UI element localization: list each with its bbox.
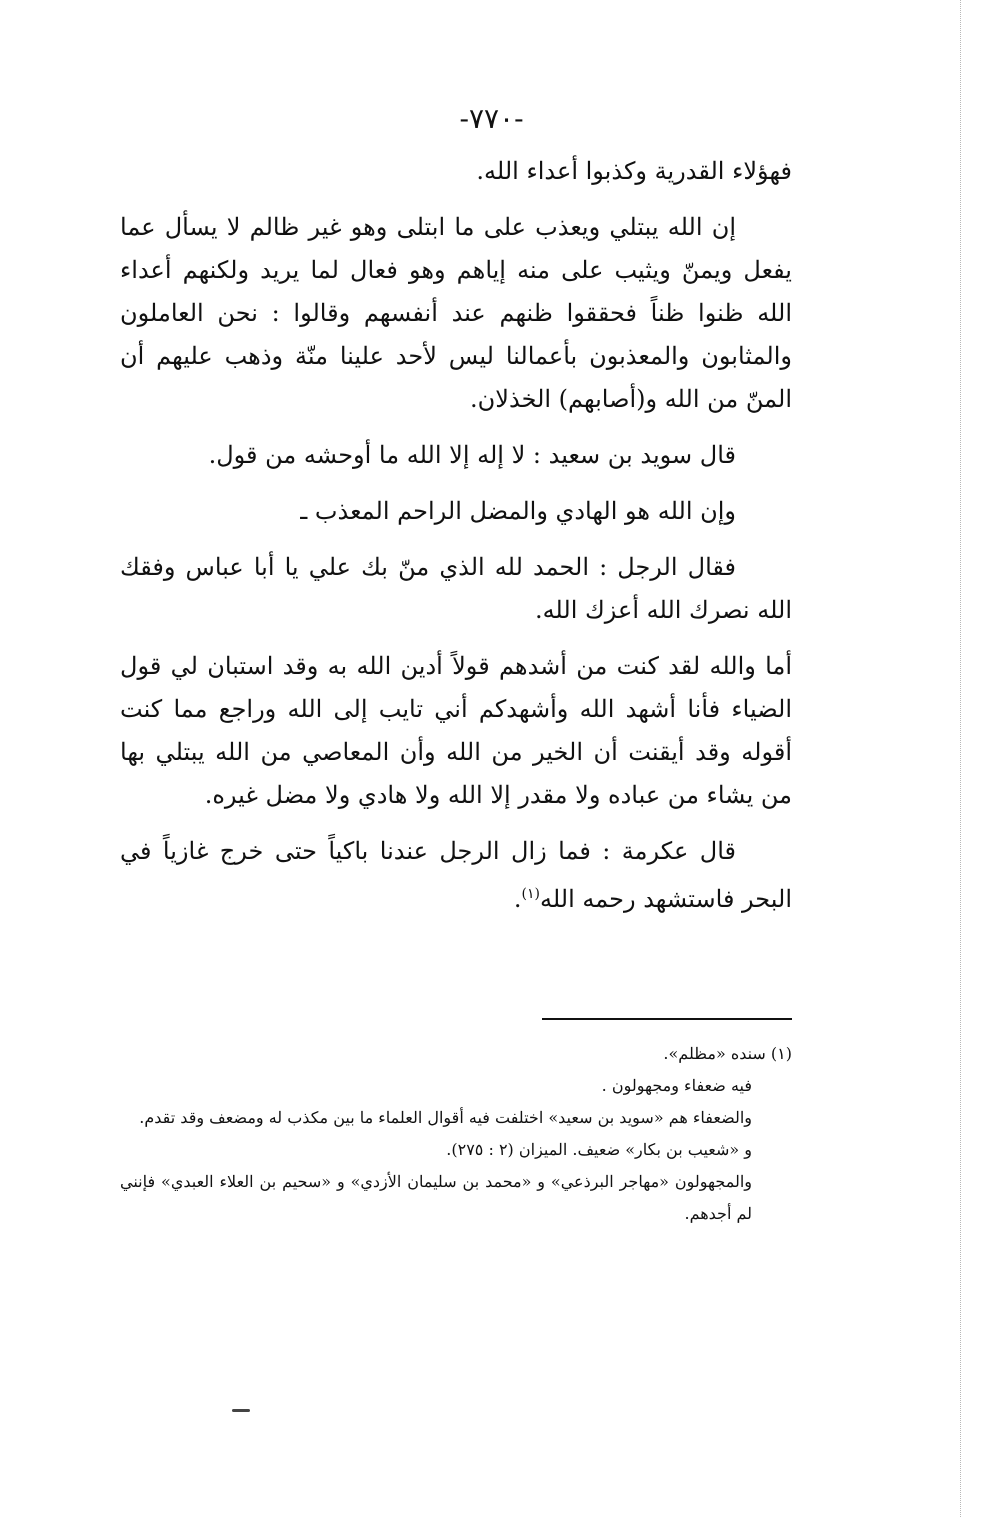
footnote-separator bbox=[542, 1018, 792, 1020]
footnote-reference: (١) bbox=[521, 886, 540, 902]
paragraph-2: إن الله يبتلي ويعذب على ما ابتلى وهو غير ظالم لا يسأل عما يفعل ويمنّ ويثيب على منه إياهم وهو فعال لما يريد ولكنهم أعداء الله ظنوا ظناً فحققوا ظنهم عند أنفسهم وقالوا : نحن العاملون والمثابون والمعذبون بأعمالنا ليس لأحد علينا منّة وذهب عليهم أن المنّ من الله و(أصابهم) الخذلان. bbox=[120, 213, 792, 413]
paragraph-4: وإن الله هو الهادي والمضل الراحم المعذب ـ bbox=[300, 497, 736, 525]
page-edge-line bbox=[960, 0, 961, 1517]
paragraph-7-text: قال عكرمة : فما زال الرجل عندنا باكياً حتى خرج غازياً في البحر فاستشهد رحمه الله bbox=[120, 837, 792, 913]
page-number: -٧٧٠- bbox=[459, 102, 524, 135]
footnote-line-1: (١) سنده «مظلم». bbox=[663, 1044, 792, 1063]
paragraph-3: قال سويد بن سعيد : لا إله إلا الله ما أوحشه من قول. bbox=[208, 441, 736, 469]
footnote-line-4: و «شعيب بن بكار» ضعيف. الميزان (٢ : ٢٧٥). bbox=[446, 1140, 752, 1159]
paragraph-6: أما والله لقد كنت من أشدهم قولاً أدين الله به وقد استبان لي قول الضياء فأنا أشهد الله وأشهدكم أني تايب إلى الله وراجع مما كنت أقوله وقد أيقنت أن الخير من الله وأن المعاصي من الله يبتلي بها من يشاء من عباده ولا مقدر إلا الله ولا هادي ولا مضل غيره. bbox=[120, 652, 792, 809]
footnote-line-2: فيه ضعفاء ومجهولون . bbox=[601, 1076, 752, 1095]
paragraph-1: فهؤلاء القدرية وكذبوا أعداء الله. bbox=[476, 157, 792, 185]
main-text bbox=[120, 150, 792, 934]
footnote-line-3: والضعفاء هم «سويد بن سعيد» اختلفت فيه أقوال العلماء ما بين مكذب له ومضعف وقد تقدم. bbox=[139, 1108, 752, 1127]
paragraph-5: فقال الرجل : الحمد لله الذي منّ بك علي يا أبا عباس وفقك الله نصرك الله أعزك الله. bbox=[120, 553, 792, 624]
scan-mark bbox=[232, 1409, 250, 1412]
paragraph-7: قال عكرمة : فما زال الرجل عندنا باكياً حتى خرج غازياً في البحر فاستشهد رحمه الله$^{(١)}$. bbox=[120, 837, 792, 913]
footnote-line-5: والمجهولون «مهاجر البرذعي» و «محمد بن سليمان الأزدي» و «سحيم بن العلاء العبدي» فإنني لم أجدهم. bbox=[120, 1172, 752, 1223]
footnotes bbox=[120, 1038, 792, 1230]
